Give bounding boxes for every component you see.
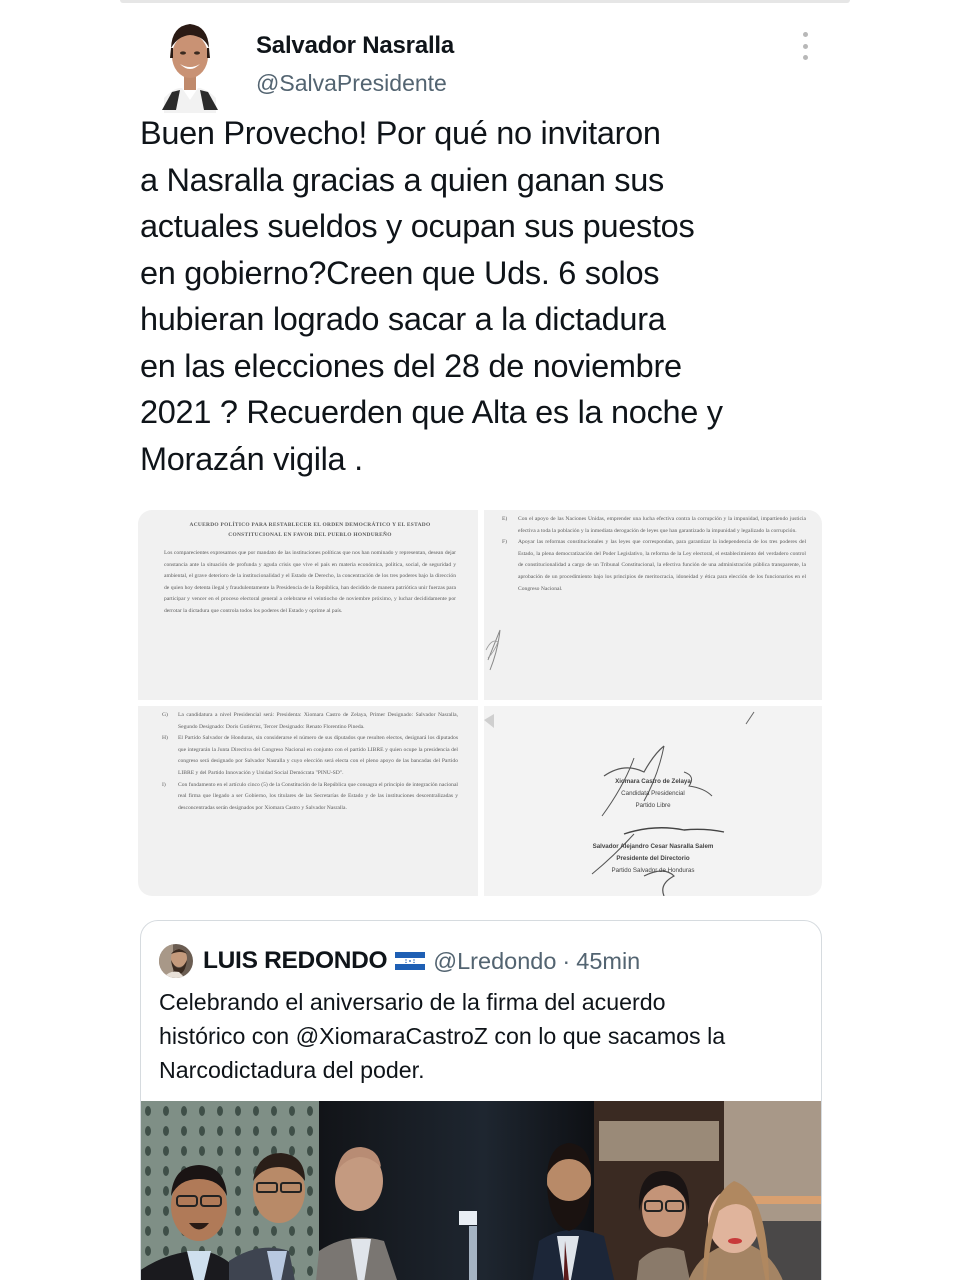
signatory-block — [484, 776, 822, 812]
quoted-tweet[interactable] — [140, 920, 822, 1280]
tweet-text-line: actuales sueldos y ocupan sus puestos — [140, 208, 695, 244]
tweet-header — [138, 8, 828, 108]
document-clause — [502, 537, 806, 595]
document-clause — [502, 514, 806, 537]
signatory-party: Partido Salvador de Honduras — [611, 867, 695, 874]
document-image-2[interactable] — [484, 510, 822, 700]
honduras-flag-icon — [395, 952, 425, 970]
signatory-party: Partido Libre — [635, 802, 671, 809]
quoted-text-line: Celebrando el aniversario de la firma del acuerdo — [159, 989, 666, 1015]
quoted-avatar[interactable] — [159, 944, 193, 978]
profile-photo-icon — [158, 18, 222, 113]
more-vertical-icon-dot — [803, 44, 808, 49]
tweet-text-line: a Nasralla gracias a quien ganan sus — [140, 161, 664, 198]
avatar[interactable] — [158, 18, 222, 113]
handwritten-initials-icon — [484, 510, 514, 700]
signatory-name: Xiomara Castro de Zelaya — [615, 778, 691, 785]
more-options-button[interactable] — [798, 32, 812, 60]
tweet-text-line: Buen Provecho! Por qué no invitaron — [140, 115, 661, 151]
signatory-role: Candidata Presidencial — [621, 790, 685, 797]
tweet-text-line: 2021 ? Recuerden que Alta es la noche y — [140, 394, 723, 430]
clause-label: E) — [502, 516, 508, 522]
quoted-author-handle[interactable]: @Lredondo — [433, 947, 557, 974]
media-grid — [138, 510, 822, 896]
document-title: ACUERDO POLÍTICO PARA RESTABLECER EL ORDEN DEMOCRÁTICO Y EL ESTADO CONSTITUCIONAL EN FAVOR DEL PUEBLO HONDUREÑO — [189, 522, 431, 538]
clause-label: I) — [162, 781, 166, 788]
clause-label: G) — [162, 712, 168, 718]
document-clause — [162, 733, 458, 779]
document-paragraph: Los comparecientes expresamos que por mandato de las instituciones políticas que nos han nominado y representan, desean dejar constancia ante la situación de profunda y aguda crisis que vive el país en materia económica, política, social, de seguridad y ambiental, el grave deterioro de la institucionalidad y el Estado de Derecho, la concentración de los tres poderes bajo la dirección de quien hoy detenta ilegal y fraudulentamente la Presidencia de la República, han decidido de manera patriótica unir fuerzas para participar y vencer en el proceso electoral general a celebrarse el veintiocho de noviembre próximo, y luchar decididamente por derrotar la dictadura que controla todos los poderes del Estado y oprime al país. — [164, 550, 456, 614]
clause-text: La candidatura a nivel Presidencial será: Presidenta: Xiomara Castro de Zelaya, Primer Designado: Salvador Nasralla, Segundo Designado: Doris Gutiérrez, Tercer Designado: Renato Florentino Pineda. — [178, 712, 458, 730]
quoted-text-line: Narcodictadura del poder. — [159, 1057, 425, 1083]
clause-text: Con el apoyo de las Naciones Unidas, emprender una lucha efectiva contra la corrupción y la impunidad, impartiendo justicia efectiva a toda la población y la inmediata derogación de leyes que han garantizado la impunidad y legalizado la corrupción. — [518, 516, 806, 534]
author-name[interactable]: Salvador Nasralla — [256, 32, 455, 59]
document-clause — [162, 780, 458, 815]
separator-dot: · — [562, 947, 571, 974]
tweet-text-line: Morazán vigila . — [140, 440, 363, 477]
more-vertical-icon — [803, 32, 808, 37]
quoted-timestamp[interactable]: 45min — [576, 947, 641, 974]
quoted-text-line: histórico con @XiomaraCastroZ con lo que sacamos la — [159, 1023, 726, 1049]
clause-label: H) — [162, 735, 168, 742]
document-clause — [162, 710, 458, 733]
clause-text: El Partido Salvador de Honduras, sin considerarse el número de sus diputados que resulten electos, designará los diputados que integrarán la Junta Directiva del Congreso Nacional en conjunto con el partido LIBRE y quien ocupe la presidencia del congreso será designado por Salvador Nasralla y cuyo elección será electa con el pleno apoyo de las bancadas del Partido LIBRE y del Partido Innovación y Unidad Social Demócrata "PINU-SD". — [178, 735, 458, 776]
profile-photo-icon — [159, 944, 193, 978]
quoted-tweet-header — [159, 941, 640, 981]
document-image-3[interactable] — [138, 706, 478, 896]
quoted-author-name[interactable]: LUIS REDONDO — [203, 947, 388, 974]
document-image-1[interactable] — [138, 510, 478, 700]
signatory-block — [484, 841, 822, 877]
tweet-text-line: hubieran logrado sacar a la dictadura — [140, 301, 666, 337]
tweet-text-line: en gobierno?Creen que Uds. 6 solos — [140, 254, 660, 291]
quoted-tweet-text — [159, 985, 809, 1087]
author-handle[interactable]: @SalvaPresidente — [256, 70, 447, 96]
tweet-text — [140, 110, 820, 482]
group-dinner-photo-icon — [140, 1101, 822, 1280]
document-image-4[interactable] — [484, 706, 822, 896]
tweet-text-line: en las elecciones del 28 de noviembre — [140, 347, 682, 384]
clause-text: Con fundamento en el artículo cinco (5) de la Constitución de la República que consagra el principio de integración nacional real firma que llegado a ser Gobierno, los titulares de las Secretarías de Estado y de las instituciones descentralizadas y desconcentradas serán designados por Xiomara Castro y Salvador Nasralla. — [178, 781, 458, 811]
clause-label: F) — [502, 539, 507, 546]
tweet[interactable] — [138, 0, 828, 1280]
quoted-photo[interactable] — [140, 1101, 822, 1280]
signatory-role: Presidente del Directorio — [616, 855, 690, 862]
more-vertical-icon-dot — [803, 55, 808, 60]
clause-text: Apoyar las reformas constitucionales y las leyes que correspondan, para garantizar la independencia de los tres poderes del Estado, la plena democratización del Poder Legislativo, la reforma de la Ley electoral, el establecimiento del verdadero control de constitucionalidad a cargo de un Tribunal Constitucional, la efectiva función de una administración pública transparente, la aprobación de un procedimiento bajo los principios de meritocracia, idoneidad y ética para elección de los funcionarios en el Congreso Nacional. — [518, 539, 806, 592]
signatory-name: Salvador Alejandro Cesar Nasralla Salem — [592, 843, 714, 850]
